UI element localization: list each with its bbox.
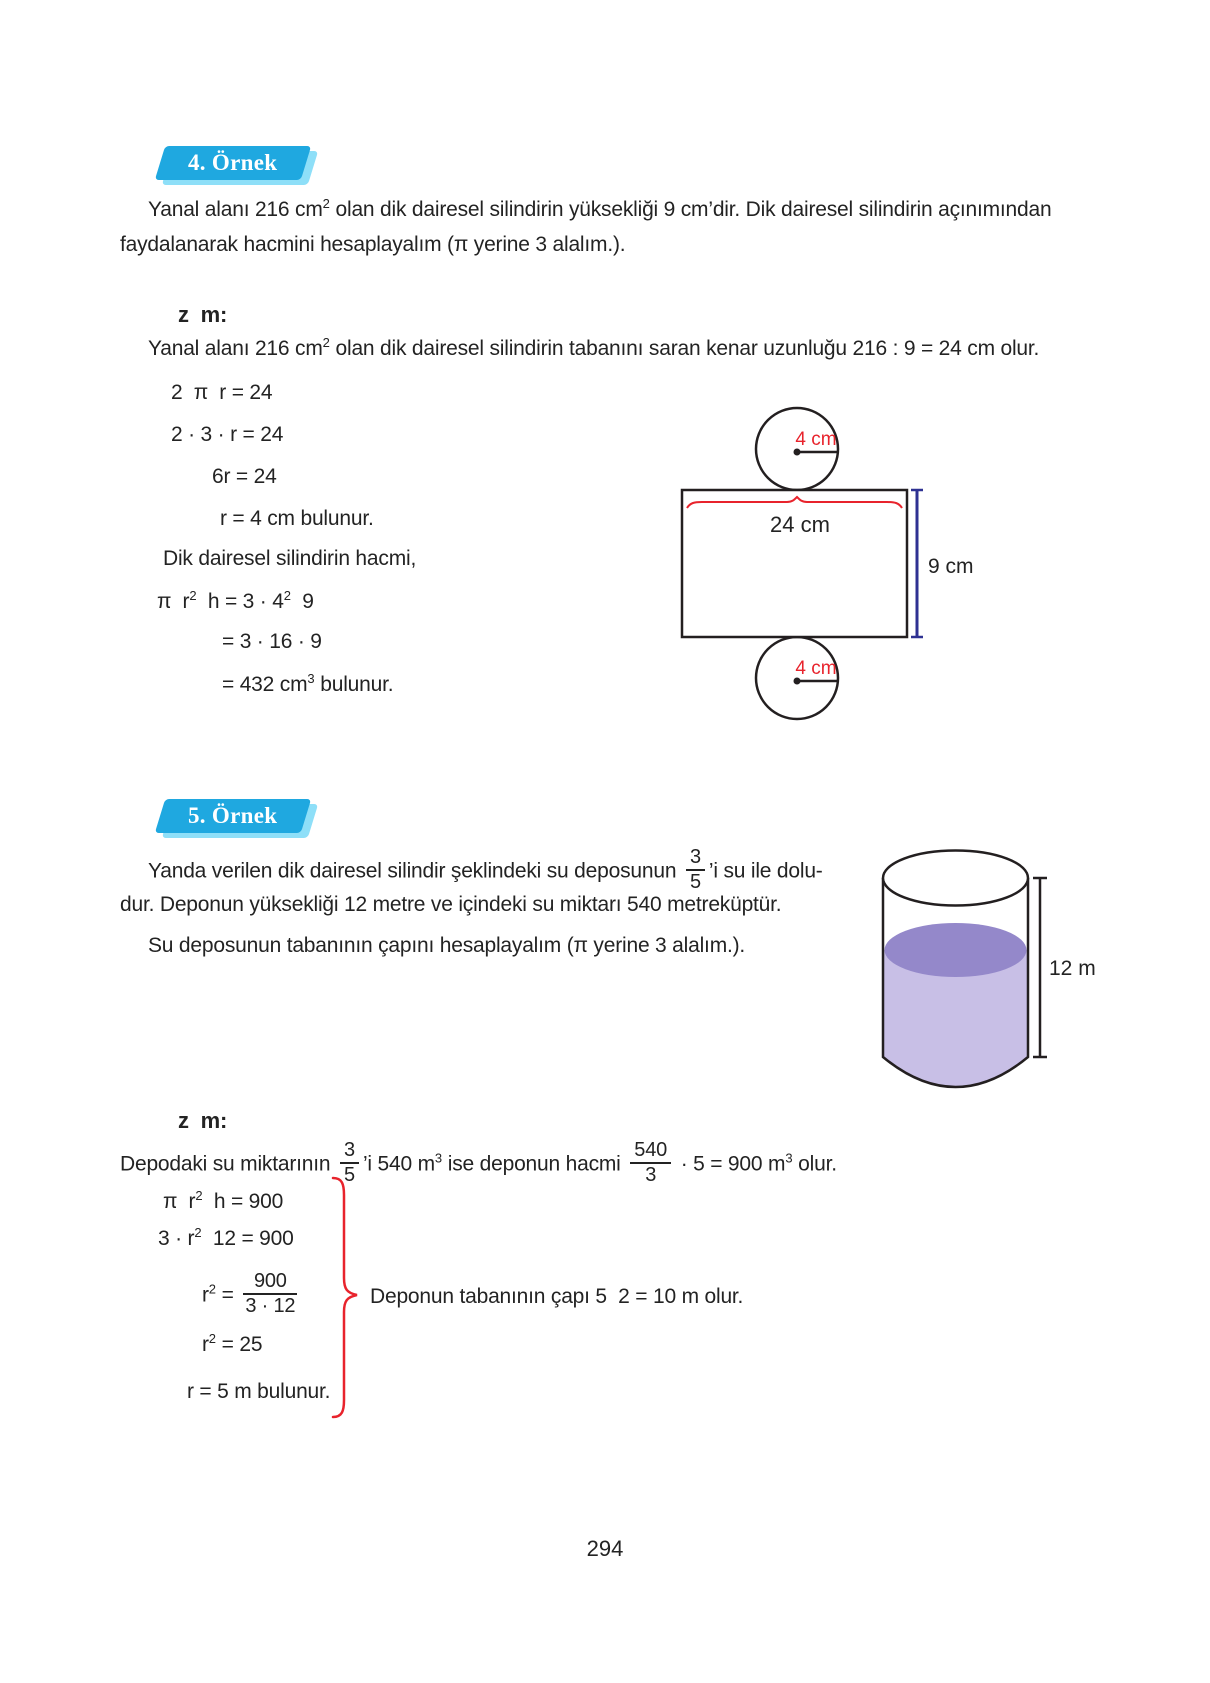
- text-segment: Depodaki su miktarının: [120, 1152, 337, 1176]
- text-segment: bulunur.: [314, 673, 394, 696]
- equation-6r: 6r = 24: [212, 465, 277, 488]
- rect-height-label: 9 cm: [928, 555, 974, 578]
- fraction-900-312: [243, 1270, 297, 1318]
- text-segment: olur.: [792, 1152, 837, 1176]
- example-4-badge: [160, 146, 312, 183]
- text-segment: Yanal alanı 216 cm: [148, 198, 323, 221]
- example-5-text-line-1: [120, 848, 823, 896]
- example-5-badge-label: 5. Örnek: [188, 803, 278, 828]
- superscript: 2: [322, 335, 330, 350]
- cylinder-net-diagram: [640, 395, 1000, 725]
- fraction-denominator: 3 · 12: [245, 1295, 296, 1317]
- text-segment: =: [216, 1283, 240, 1307]
- equation-2pir: 2 π r = 24: [171, 381, 273, 404]
- example-4-badge-label: 4. Örnek: [188, 150, 278, 175]
- text-segment: · 5 = 900 m: [675, 1152, 786, 1176]
- rect-width-label: 24 cm: [770, 512, 830, 537]
- example-5-text-line-3: Su deposunun tabanının çapını hesaplayalım (π yerine 3 alalım.).: [148, 934, 746, 957]
- fraction-denominator: 3: [645, 1164, 657, 1186]
- text-segment: r: [202, 1283, 209, 1307]
- fraction-540-3: [630, 1139, 671, 1187]
- equation-23r: 2 · 3 · r = 24: [171, 423, 284, 446]
- example-5-text-line-2: dur. Deponun yüksekliği 12 metre ve içindeki su miktarı 540 metreküptür.: [120, 893, 782, 916]
- text-segment: r: [202, 1333, 209, 1356]
- curly-brace-path: [333, 1178, 357, 1417]
- equation-volume: [157, 588, 314, 614]
- equation-r2-25: [202, 1331, 262, 1357]
- text-segment: olan dik dairesel silindirin tabanını saran kenar uzunluğu 216 : 9 = 24 cm olur.: [329, 337, 1040, 360]
- superscript: 2: [195, 1188, 203, 1203]
- text-segment: 12 = 900: [201, 1227, 294, 1250]
- text-segment: 3 · r: [158, 1227, 195, 1250]
- solution-heading: z m:: [178, 1108, 228, 1133]
- badge-body-shape: [155, 146, 311, 180]
- text-segment: olan dik dairesel silindirin yüksekliği 9 cm’dir. Dik dairesel silindirin açınımından: [329, 198, 1052, 221]
- top-radius-label: 4 cm: [795, 429, 837, 450]
- fraction-3-5: [686, 846, 705, 894]
- diameter-note-text: Deponun tabanının çapı 5 2 = 10 m olur.: [370, 1285, 744, 1308]
- superscript: 2: [208, 1281, 217, 1297]
- text-segment: 9: [290, 590, 314, 613]
- equation-3r12-900: [158, 1225, 294, 1251]
- equation-r2-fraction: [202, 1272, 301, 1320]
- solution-step-text: [120, 335, 1039, 361]
- page-number: 294: [586, 1536, 624, 1561]
- water-tank-illustration: [870, 820, 1110, 1110]
- fraction-numerator: 3: [340, 1139, 359, 1164]
- fraction-numerator: 3: [686, 846, 705, 871]
- badge-body-shape: [155, 799, 311, 833]
- solution-step-text: [120, 1141, 837, 1189]
- superscript: 2: [189, 588, 197, 603]
- text-segment: = 25: [216, 1333, 263, 1356]
- superscript: 3: [785, 1150, 793, 1166]
- superscript: 2: [194, 1225, 202, 1240]
- equation-pirh-900: [163, 1188, 283, 1214]
- fraction-denominator: 5: [689, 871, 701, 893]
- text-segment: h = 3 · 4: [196, 590, 284, 613]
- text-segment: ’i su ile dolu-: [708, 859, 823, 883]
- example-4-text-line-2: faydalanarak hacmini hesaplayalım (π yerine 3 alalım.).: [120, 233, 626, 256]
- tank-height-label: 12 m: [1049, 957, 1096, 980]
- superscript: 2: [322, 196, 330, 211]
- equation-r4: r = 4 cm bulunur.: [220, 507, 374, 530]
- equation-r5: r = 5 m bulunur.: [187, 1380, 331, 1403]
- example-4-text-line-1: [120, 196, 1051, 222]
- equation-432: [222, 671, 393, 697]
- superscript: 3: [434, 1150, 443, 1166]
- text-segment: Yanda verilen dik dairesel silindir şeklindeki su deposunun: [148, 859, 682, 883]
- solution-heading: z m:: [178, 302, 228, 327]
- text-segment: π r: [163, 1190, 196, 1213]
- volume-intro-text: Dik dairesel silindirin hacmi,: [163, 547, 417, 570]
- fraction-numerator: 900: [243, 1270, 297, 1295]
- equation-3169: = 3 · 16 · 9: [222, 630, 322, 653]
- text-segment: π r: [157, 590, 190, 613]
- fraction-numerator: 540: [630, 1139, 671, 1164]
- superscript: 2: [283, 588, 291, 603]
- cylinder-top-ellipse: [883, 851, 1028, 906]
- text-segment: = 432 cm: [222, 673, 308, 696]
- text-segment: Yanal alanı 216 cm: [148, 337, 323, 360]
- fraction-denominator: 5: [344, 1164, 355, 1186]
- bottom-radius-label: 4 cm: [795, 658, 837, 679]
- text-segment: ise deponun hacmi: [442, 1152, 627, 1176]
- text-segment: h = 900: [202, 1190, 284, 1213]
- superscript: 2: [208, 1331, 217, 1346]
- superscript: 3: [307, 671, 315, 686]
- example-5-badge: [160, 799, 312, 836]
- text-segment: ’i 540 m: [362, 1152, 435, 1176]
- water-surface-ellipse: [885, 923, 1027, 977]
